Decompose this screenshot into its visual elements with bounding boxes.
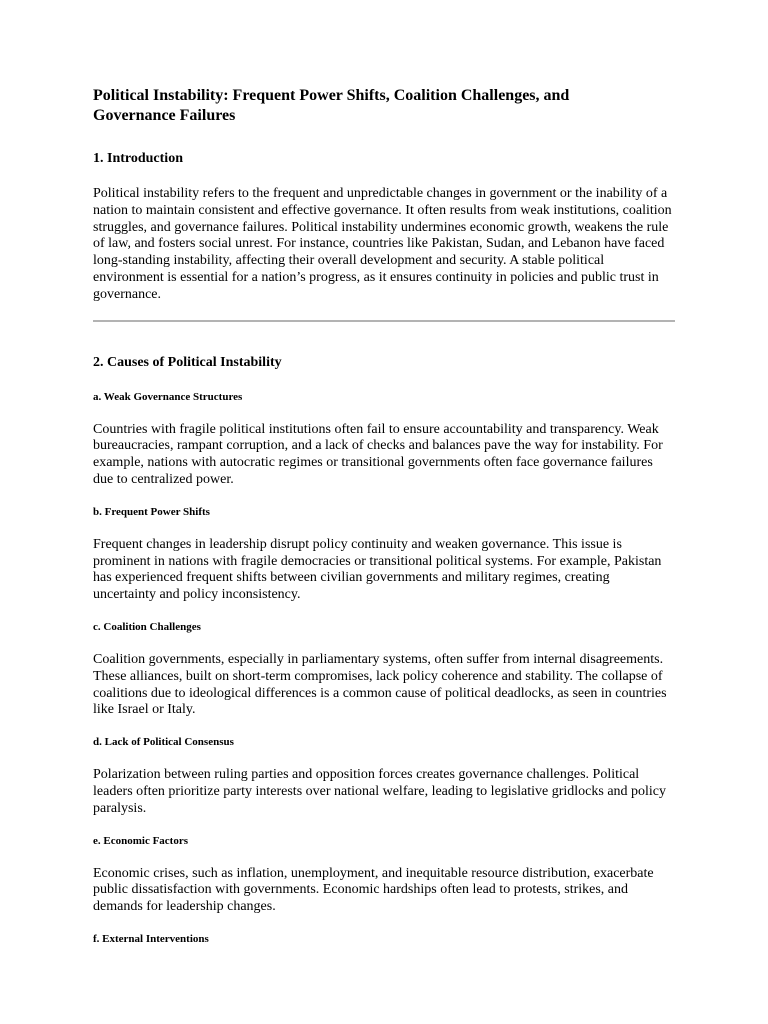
subheading-economic-factors: e. Economic Factors xyxy=(93,834,188,847)
section-heading-introduction: 1. Introduction xyxy=(93,151,183,166)
subheading-external-interventions: f. External Interventions xyxy=(93,932,209,945)
paragraph-weak-governance: Countries with fragile political institutions often fail to ensure accountability and transparency. Weak bureaucracies, rampant corruption, and a lack of checks and balances pave the way for instability. For example, nations with autocratic regimes or transitional governments often face governance failures due to centralized power. xyxy=(93,421,663,487)
paragraph-lack-of-consensus: Polarization between ruling parties and opposition forces creates governance challenges. Political leaders often prioritize party interests over national welfare, leading to legislative gridlocks and policy paralysis. xyxy=(93,767,667,816)
subheading-frequent-power-shifts: b. Frequent Power Shifts xyxy=(93,505,210,518)
subheading-coalition-challenges: c. Coalition Challenges xyxy=(93,620,201,633)
paragraph-coalition-challenges: Coalition governments, especially in parliamentary systems, often suffer from internal disagreements. These alliances, built on short-term compromises, lack policy coherence and stability. The collapse of coalitions due to ideological differences is a common cause of political deadlocks, as seen in countries like Israel or Italy. xyxy=(93,651,667,718)
horizontal-rule xyxy=(93,320,675,322)
section-heading-causes: 2. Causes of Political Instability xyxy=(93,354,282,370)
paragraph-economic-factors: Economic crises, such as inflation, unemployment, and inequitable resource distribution, exacerbate public dissatisfaction with governments. Economic hardships often lead to protests, strikes, and demands for leadership changes. xyxy=(93,865,654,915)
subheading-lack-of-consensus: d. Lack of Political Consensus xyxy=(93,736,234,749)
paragraph-frequent-power-shifts: Frequent changes in leadership disrupt policy continuity and weaken governance. This issue is prominent in nations with fragile democracies or transitional political systems. For example, Pakistan has experienced frequent shifts between civilian governments and military regimes, creating uncertainty and policy inconsistency. xyxy=(93,536,662,603)
introduction-paragraph: Political instability refers to the frequent and unpredictable changes in government or the inability of a nation to maintain consistent and effective governance. It often results from weak institutions, coalition struggles, and governance failures. Political instability undermines economic growth, weakens the rule of law, and fosters social unrest. For instance, countries like Pakistan, Sudan, and Lebanon have faced long-standing instability, affecting their overall development and security. A stable political environment is essential for a nation’s progress, as it ensures continuity in policies and public trust in governance. xyxy=(93,186,672,302)
document-title: Political Instability: Frequent Power Shifts, Coalition Challenges, and Governance Failures xyxy=(93,87,570,124)
subheading-weak-governance: a. Weak Governance Structures xyxy=(93,390,243,403)
